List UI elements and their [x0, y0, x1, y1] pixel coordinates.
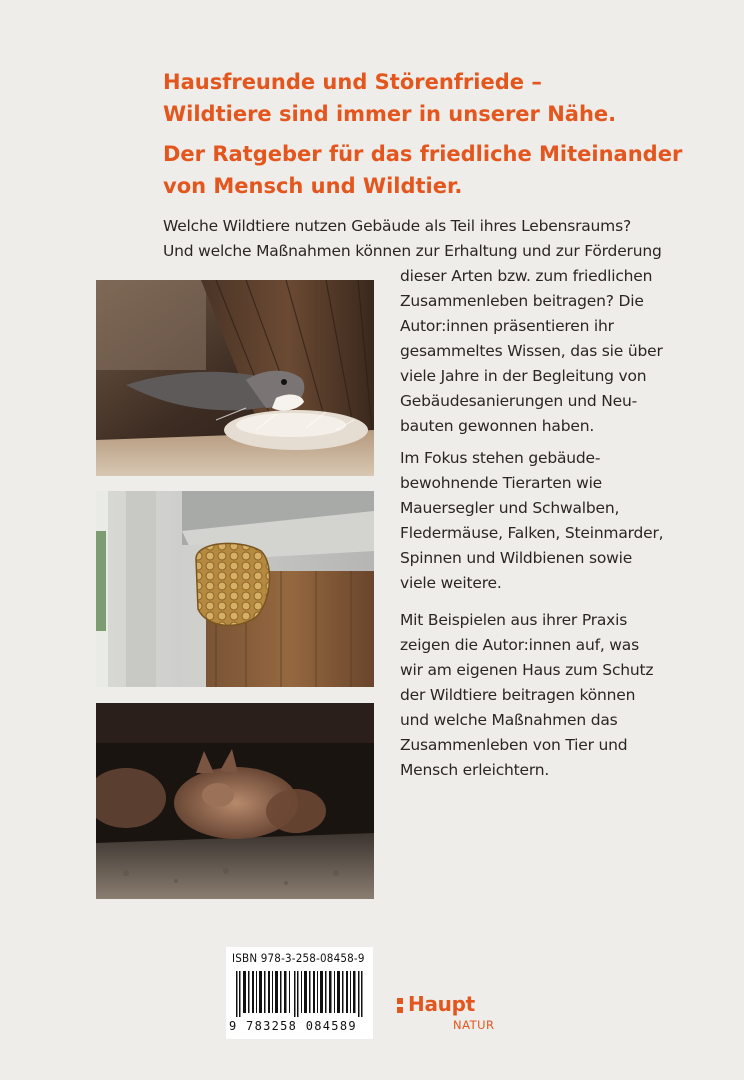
barcode-box — [226, 947, 373, 1039]
text-line: Autor:innen präsentieren ihr — [400, 317, 614, 335]
headline-secondary — [163, 138, 723, 202]
practice-paragraph — [400, 608, 653, 783]
text-line: Mensch erleichtern. — [400, 761, 550, 779]
headline-line: von Mensch und Wildtier. — [163, 174, 463, 198]
text-line: wir am eigenen Haus zum Schutz — [400, 661, 654, 679]
headline-line: Der Ratgeber für das friedliche Miteinander — [163, 142, 683, 166]
text-line: Welche Wildtiere nutzen Gebäude als Teil ihres Lebensraums? — [163, 217, 631, 235]
text-line: Zusammenleben beitragen? Die — [400, 292, 644, 310]
barcode-icon — [234, 971, 366, 1017]
text-line: Im Fokus stehen gebäude- — [400, 449, 601, 467]
bat-photo — [96, 703, 374, 899]
intro-paragraph-top — [163, 214, 662, 264]
text-line: Spinnen und Wildbienen sowie — [400, 549, 633, 567]
text-line: bewohnende Tierarten wie — [400, 474, 603, 492]
text-line: der Wildtiere beitragen können — [400, 686, 636, 704]
text-line: viele weitere. — [400, 574, 502, 592]
barcode-digits: 9 783258 084589 — [229, 1019, 357, 1033]
isbn-label: ISBN 978-3-258-08458-9 — [232, 951, 365, 965]
text-line: bauten gewonnen haben. — [400, 417, 595, 435]
text-line: Fledermäuse, Falken, Steinmarder, — [400, 524, 664, 542]
wasp-nest-photo — [96, 491, 374, 687]
publisher-imprint: NATUR — [453, 1018, 495, 1032]
publisher-name: Haupt — [408, 992, 475, 1016]
text-line: dieser Arten bzw. zum friedlichen — [400, 267, 653, 285]
text-line: Zusammenleben von Tier und — [400, 736, 628, 754]
text-line: gesammeltes Wissen, das sie über — [400, 342, 663, 360]
text-line: Mit Beispielen aus ihrer Praxis — [400, 611, 628, 629]
text-line: zeigen die Autor:innen auf, was — [400, 636, 639, 654]
headline-primary — [163, 66, 723, 130]
focus-paragraph — [400, 446, 663, 596]
text-line: Und welche Maßnahmen können zur Erhaltung und zur Förderung — [163, 242, 662, 260]
swift-nest-photo — [96, 280, 374, 476]
text-line: und welche Maßnahmen das — [400, 711, 618, 729]
text-line: viele Jahre in der Begleitung von — [400, 367, 647, 385]
publisher-mark-icon — [397, 998, 405, 1014]
headline-line: Wildtiere sind immer in unserer Nähe. — [163, 102, 617, 126]
text-line: Mauersegler und Schwalben, — [400, 499, 620, 517]
intro-paragraph-continued — [400, 264, 663, 439]
text-line: Gebäudesanierungen und Neu- — [400, 392, 638, 410]
headline-line: Hausfreunde und Störenfriede – — [163, 70, 542, 94]
